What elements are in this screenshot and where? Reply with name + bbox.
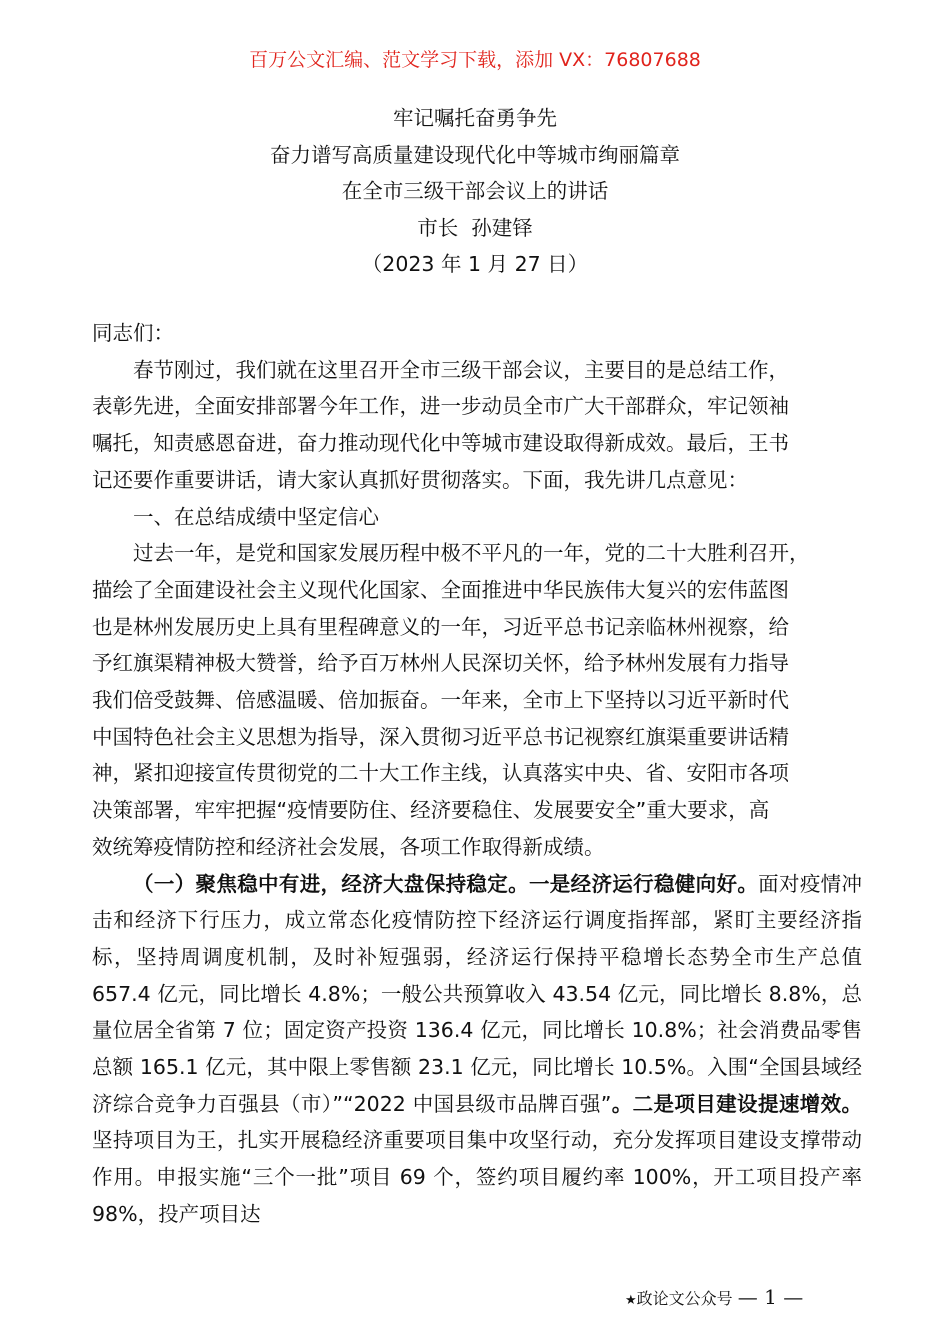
paragraph-2-line: 中国特色社会主义思想为指导，深入贯彻习近平总书记视察红旗渠重要讲话精 xyxy=(92,724,789,749)
title-line-1: 牢记嘱托奋勇争先 xyxy=(393,106,557,130)
paragraph-1-line: 记还要作重要讲话，请大家认真抓好贯彻落实。下面，我先讲几点意见： xyxy=(92,467,748,492)
speech-title-block xyxy=(0,100,950,283)
point-text-2: 坚持项目为王，扎实开展稳经济重要项目集中攻坚行动，充分发挥项目建设支撑带动作用。申报实施“三个一批”项目 69 个，签约项目履约率 100%，开工项目投产率 98%，投产项目达 xyxy=(92,1128,862,1226)
section-heading-1: 一、在总结成绩中坚定信心 xyxy=(133,504,379,529)
footer-label: 政论文公众号 xyxy=(636,1289,733,1308)
page-footer xyxy=(625,1283,885,1311)
point-text-1: 面对疫情冲击和经济下行压力，成立常态化疫情防控下经济运行调度指挥部，紧盯主要经济指标，坚持周调度机制，及时补短强弱，经济运行保持平稳增长态势全市生产总值 657.4 亿元，同比增长 4.8%；一般公共预算收入 43.54 亿元，同比增长 8.8%，总量位居全省第 7 位；固定资产投资 136.4 亿元，同比增长 10.8%；社会消费品零售总额 165.1 亿元，其中限上零售额 23.1 亿元，同比增长 10.5%。入围“全国县域经济综合竞争力百强县（市）”“2022 中国县级市品牌百强” xyxy=(92,871,863,1116)
page-number: — 1 — xyxy=(737,1285,804,1309)
paragraph-2-line: 神，紧扣迎接宣传贯彻党的二十大工作主线，认真落实中央、省、安阳市各项 xyxy=(92,761,789,786)
paragraph-2-line: 决策部署，牢牢把握“疫情要防住、经济要稳住、发展要安全”重大要求，高 xyxy=(92,798,770,823)
paragraph-1-line: 春节刚过，我们就在这里召开全市三级干部会议，主要目的是总结工作， xyxy=(133,357,789,382)
speaker-line: 市长 孙建铎 xyxy=(417,215,533,240)
title-line-3: 在全市三级干部会议上的讲话 xyxy=(341,179,609,203)
paragraph-2-line: 我们倍受鼓舞、倍感温暖、倍加振奋。一年来，全市上下坚持以习近平新时代 xyxy=(92,688,789,713)
subsection-heading-1: （一）聚焦稳中有进，经济大盘保持稳定。 xyxy=(133,871,529,896)
salutation: 同志们： xyxy=(92,321,174,345)
paragraph-3 xyxy=(92,866,862,1233)
speech-body xyxy=(92,315,862,1233)
date-line: （2023 年 1 月 27 日） xyxy=(361,252,589,276)
star-icon: ★ xyxy=(625,1293,637,1308)
title-line-2: 奋力谱写高质量建设现代化中等城市绚丽篇章 xyxy=(270,142,680,167)
paragraph-1-line: 表彰先进，全面安排部署今年工作，进一步动员全市广大干部群众，牢记领袖 xyxy=(92,394,789,419)
paragraph-2-line: 过去一年，是党和国家发展历程中极不平凡的一年，党的二十大胜利召开， xyxy=(133,541,810,566)
point-heading-1: 一是经济运行稳健向好。 xyxy=(528,871,759,896)
point-heading-2: 。二是项目建设提速增效。 xyxy=(611,1091,862,1116)
paragraph-2-line: 予红旗渠精神极大赞誉，给予百万林州人民深切关怀，给予林州发展有力指导 xyxy=(92,651,789,676)
paragraph-2-line: 也是林州发展历史上具有里程碑意义的一年，习近平总书记亲临林州视察，给 xyxy=(92,614,789,639)
paragraph-1-line: 嘱托，知责感恩奋进，奋力推动现代化中等城市建设取得新成效。最后，王书 xyxy=(92,431,789,456)
download-banner: 百万公文汇编、范文学习下载，添加 VX：76807688 xyxy=(249,49,701,71)
paragraph-2-line: 描绘了全面建设社会主义现代化国家、全面推进中华民族伟大复兴的宏伟蓝图 xyxy=(92,577,789,602)
paragraph-2-line: 效统筹疫情防控和经济社会发展，各项工作取得新成绩。 xyxy=(92,834,605,859)
